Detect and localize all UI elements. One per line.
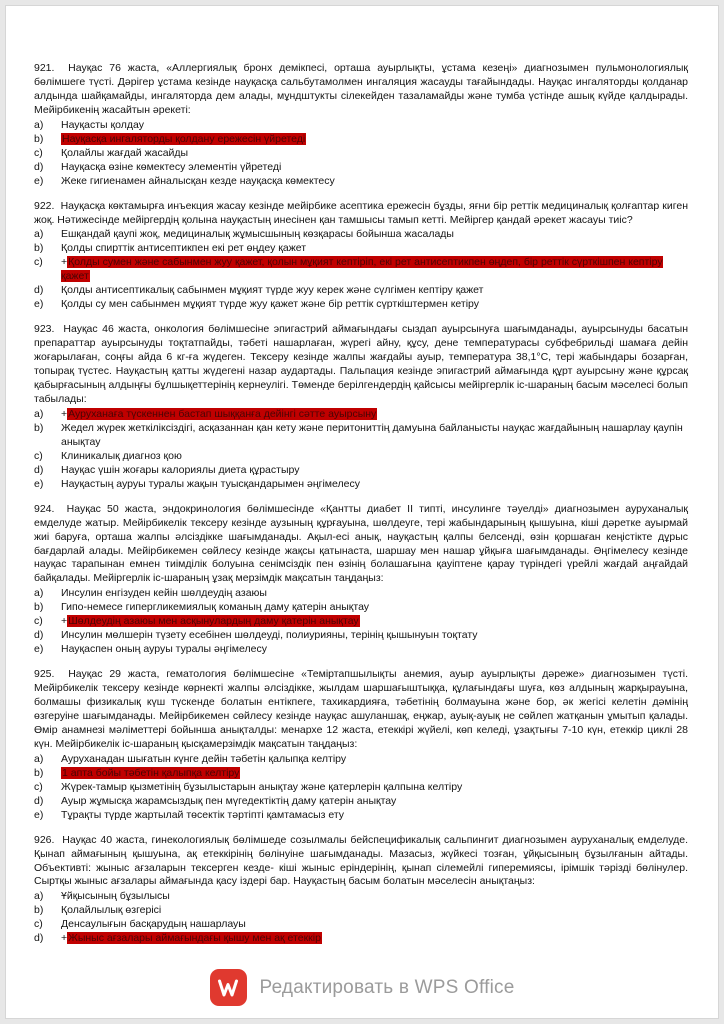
- option-answer-text: Науқастың ауруы туралы жақын туысқандарымен әңгімелесу: [61, 477, 360, 490]
- option-answer-text: Гипо-немесе гипергликемиялық команың даму қатерін анықтау: [61, 601, 370, 614]
- option-letter: a): [34, 228, 44, 241]
- option-row: [34, 753, 688, 767]
- option-text: [61, 422, 688, 450]
- option-letter: b): [34, 601, 44, 614]
- option-text: [61, 464, 688, 478]
- option-text: [61, 918, 688, 932]
- question-number: 921.: [34, 62, 55, 74]
- option-answer-text: Клиникалық диагноз қою: [61, 449, 182, 462]
- option-letter: e): [34, 643, 44, 656]
- option-text: [61, 904, 688, 918]
- option-text: [61, 781, 688, 795]
- question-stem-text: Науқас 50 жаста, эндокринология бөлімшесінде «Қантты диабет II типті, инсулинге тәуелді» диагнозымен ауруханалық емделуде жатыр. Мейірбикелік тексеру кезінде аузының құрғауына, шөлдеуге, тері жабындарының қышуына, кіші дәретке ауырмай жиі баруға, орташа жалпы әлсіздікке шағымданады. Ақыл-есі анық, науқастың қалпы белсенді, өзін қоршаған кеңістікте дұрыс бағдарлай алады. Мейірбикемен сөйлесу кезінде жақсы қатынаста, шаршау мен нашар ұйқыға шағымданады. Әңгімелесу кезінде науқас тарапынан емнен тиімділік болуына сенімсіздік пен өзінің болашағына қауіптене қарау түріндегі үрейлі жағдай аңғайдай байқалады. Мейіргерлік іс-шараның ұзақ мерзімдік мақсатын таңдаңыз:: [34, 502, 688, 585]
- option-letter: d): [34, 932, 44, 945]
- option-answer-text: Шөлдеудің азаюы мен асқынулардың даму қатерін анықтау: [68, 615, 359, 628]
- option-letter: a): [34, 407, 44, 420]
- option-row: [34, 890, 688, 904]
- option-text: [61, 629, 688, 643]
- question-stem-text: Науқас 46 жаста, онкология бөлімшесіне эпигастрий аймағындағы сыздап ауырсынуға шағымданады, ауырсынуды басатын препараттар ауырсынуды тоқтатпайды, тәбеті нашарлаған, жүрегі айну, құсу, дене температурасы субфебрильді шамаға дейін жоғарылаған, соңғы айда 6 кг-ға жүдеген. Тексеру кезінде жалпы жағдайы ауыр, температура 38,1°С, тері жабындары бозарған, топырақ түстес. Науқастың қатты жүдегені назар аудартады. Пальпация кезінде эпигастрий аймағында құрт ауырсыну және құрсақ қабырғасының алдыңғы бұлшықеттерінің кернеулігі. Төменде берілгендердің қайсысы мейіргерлік іс-шараның басым мәселесі болып табылады:: [34, 323, 688, 405]
- option-text: [61, 161, 688, 175]
- option-text: [61, 809, 688, 823]
- document-page: [5, 5, 719, 1019]
- question-stem: [34, 62, 688, 118]
- option-answer-text: Қолды сумен және сабынмен жуу қажет, қолын мұқият кептіріп, екі рет антисептикпен өңдеп, бір реттік сүрткішпен кептіру қажет: [61, 256, 663, 283]
- option-answer-text: Ауыр жұмысқа жарамсыздық пен мүгедектіктің даму қатерін анықтау: [61, 794, 397, 807]
- option-letter: a): [34, 118, 44, 131]
- option-text: [61, 256, 688, 284]
- option-text: [61, 147, 688, 161]
- option-row: [34, 228, 688, 242]
- correct-answer-marker: +: [61, 256, 68, 269]
- option-row: [34, 147, 688, 161]
- question-number: 926.: [34, 833, 55, 846]
- option-row: [34, 478, 688, 492]
- option-letter: b): [34, 421, 44, 434]
- options-list: [34, 890, 688, 946]
- question-stem-text: Науқас 29 жаста, гематология бөлімшесіне «Теміртапшылықты анемия, ауыр ауырлықты дәреже» диагнозымен түсті. Мейірбикелік тексеру кезінде көрнекті жалпы әлсіздікке, жылдам шаршағыштыққа, құлағындағы шуға, көз алдының жарқырауына, болмашы физикалық күш түскенде болатын ентікпеге, тахикардияға, тәбетінің болмауына және бор, әк жегісі келетін дәмінің өзгеруіне шағымданады. Мейірбикемен сөйлесу кезінде науқас ашуланшақ, еңжар, ауық-ауық не сөйлеп жатқанын ұмытып қалады. Өмір анамнезі мәліметтері бойынша анықталды: менархе 12 жаста, етеккірі жүйелі, көп келеді, ұзақтығы 7-10 күн, етеккір циклі 28 күн. Мейірбикелік іс-шараның қысқамерзімдік мақсатын таңдаңыз:: [34, 668, 689, 750]
- question-number: 923.: [34, 323, 55, 336]
- options-list: [34, 753, 688, 823]
- option-text: [61, 408, 688, 422]
- option-row: [34, 781, 688, 795]
- option-answer-text: Науқасқа ингаляторды қолдану ережесін үйретеді: [62, 132, 306, 145]
- option-answer-text: Қолды антисептикалық сабынмен мұқият түрде жуу керек және сүлгімен кептіру қажет: [61, 284, 484, 297]
- option-letter: a): [34, 752, 44, 765]
- option-row: [34, 767, 688, 781]
- question-stem-text: Науқас 76 жаста, «Аллергиялық бронх демікпесі, орташа ауырлықты, ұстама кезеңі» диагнозымен пульмонологиялық бөлімшеге түсті. Дәрігер ұстама кезінде науқасқа сальбутамолмен ингаляция жасауды тағайындады. Науқас ингаляторды қолданар алдында шайқамайды, ингаляторда дем алады, мұндштукты сілекейден тазаламайды және тумба үстінде ашық күйде қалдырады. Мейірбикенің жасайтын әрекеті:: [34, 62, 688, 116]
- option-row: [34, 256, 688, 284]
- option-row: [34, 615, 688, 629]
- option-answer-text: Жүрек-тамыр қызметінің бұзылыстарын анықтау және қатерлерін қалпына келтіру: [61, 780, 463, 793]
- option-answer-text: Қолайлылық өзгерісі: [61, 904, 162, 917]
- question-stem: [34, 323, 688, 407]
- option-letter: e): [34, 477, 44, 490]
- option-text: [61, 478, 688, 492]
- question-stem: [34, 834, 688, 890]
- option-row: [34, 161, 688, 175]
- option-letter: e): [34, 174, 44, 187]
- option-row: [34, 464, 688, 478]
- questions-list: [6, 6, 718, 946]
- options-list: [34, 119, 688, 189]
- option-answer-text: Науқаспен оның ауруы туралы әңгімелесу: [61, 643, 267, 656]
- correct-answer-marker: +: [61, 615, 68, 628]
- wps-edit-label: Редактировать в WPS Office: [259, 976, 515, 998]
- option-answer-text: Ешқандай қаупі жоқ, медициналық жұмысшының көзқарасы бойынша жасалады: [61, 228, 454, 241]
- option-row: [34, 175, 688, 189]
- option-text: [61, 615, 688, 629]
- option-text: [61, 795, 688, 809]
- correct-answer-marker: +: [61, 932, 68, 945]
- option-text: [61, 450, 688, 464]
- question-stem: [34, 503, 688, 587]
- option-letter: d): [34, 284, 44, 297]
- option-text: [61, 587, 688, 601]
- option-row: [34, 284, 688, 298]
- option-row: [34, 422, 688, 450]
- question-number: 925.: [34, 668, 55, 681]
- options-list: [34, 228, 688, 312]
- option-row: [34, 643, 688, 657]
- option-row: [34, 795, 688, 809]
- option-letter: d): [34, 463, 44, 476]
- options-list: [34, 587, 688, 657]
- option-row: [34, 918, 688, 932]
- question-number: 922.: [34, 199, 55, 212]
- option-answer-text: Инсулин мөлшерін түзету есебінен шөлдеуді, полиурияны, терінің қышынуын тоқтату: [61, 629, 478, 642]
- option-text: [61, 284, 688, 298]
- option-row: [34, 629, 688, 643]
- option-letter: c): [34, 918, 43, 931]
- option-text: [61, 298, 688, 312]
- option-answer-text: Жеке гигиенамен айналысқан кезде науқасқа көмектесу: [61, 174, 335, 187]
- option-letter: b): [34, 242, 44, 255]
- option-text: [61, 890, 688, 904]
- option-answer-text: Денсаулығын басқарудың нашарлауы: [61, 918, 246, 931]
- option-letter: d): [34, 629, 44, 642]
- question-stem: [34, 200, 688, 228]
- option-answer-text: Қолды спирттік антисептикпен екі рет өңдеу қажет: [61, 242, 307, 255]
- option-letter: e): [34, 298, 44, 311]
- option-answer-text: Қолайлы жағдай жасайды: [61, 146, 189, 159]
- option-answer-text: Жедел жүрек жеткіліксіздігі, асқазаннан қан кету және перитониттің дамуына байланысты науқас жағдайының нашарлау қаупін анықтау: [61, 421, 683, 448]
- options-list: [34, 408, 688, 492]
- option-text: [61, 932, 688, 946]
- option-answer-text: Науқас үшін жоғары калориялы диета құрастыру: [61, 463, 300, 476]
- question-block: [34, 834, 688, 947]
- question-stem-text: Науқасқа көктамырға инъекция жасау кезінде мейірбике асептика ережесін бұзды, яғни бір реттік медициналық қолғаптар киген жоқ. Нәтижесінде мейіргердің қолына науқастың инесінен қан тамшысы тамып кетті. Мейіргер қандай әрекет жасауы тиіс?: [34, 199, 688, 226]
- question-block: [34, 62, 688, 189]
- question-block: [34, 668, 688, 822]
- option-text: [61, 643, 688, 657]
- option-text: [61, 228, 688, 242]
- option-answer-text: Ауруханадан шығатын күнге дейін тәбетін қалыпқа келтіру: [61, 752, 347, 765]
- option-answer-text: Қолды су мен сабынмен мұқият түрде жуу қажет және бір реттік сүрткіштермен кетіру: [61, 298, 480, 311]
- option-letter: a): [34, 587, 44, 600]
- option-letter: d): [34, 794, 44, 807]
- question-block: [34, 200, 688, 313]
- option-answer-text: Жыныс ағзалары аймағындағы қышу мен ақ етеккір: [68, 932, 321, 945]
- option-row: [34, 242, 688, 256]
- option-row: [34, 904, 688, 918]
- option-row: [34, 601, 688, 615]
- option-answer-text: Науқасқа өзіне көмектесу элементін үйретеді: [61, 160, 282, 173]
- option-text: [61, 133, 688, 147]
- option-answer-text: Ауруханаға түскеннен бастап шыққанға дейінгі сәтте ауырсыну: [68, 407, 377, 420]
- question-block: [34, 323, 688, 491]
- wps-edit-button[interactable]: [6, 969, 718, 1006]
- option-letter: c): [34, 146, 43, 159]
- option-row: [34, 408, 688, 422]
- option-letter: b): [34, 766, 44, 779]
- option-answer-text: Тұрақты түрде жартылай төсектік тәртіпті қамтамасыз ету: [61, 808, 345, 821]
- question-stem-text: Науқас 40 жаста, гинекологиялық бөлімшеде созылмалы бейспецификалық сальпингит диагнозымен ауруханалық емделуде. Қынап аймағының қышуына, ақ етеккірінің бөлінуіне шағымданады. Мазасыз, жүйкесі тозған, ұйқысының бұзылғанын айтады. Объективті: жыныс ағзаларын тексерген кезде- кіші жыныс еріндерінің, қынап сілемейлі гиперемиясы, ірімшік тәрізді бөлінулер. Сыртқы жыныс ағзалары аймағында қасу іздері бар. Науқастың басым болатын мәселесін анықтаңыз:: [34, 833, 688, 888]
- option-text: [61, 242, 688, 256]
- option-letter: c): [34, 449, 43, 462]
- option-text: [61, 767, 688, 781]
- option-row: [34, 298, 688, 312]
- option-row: [34, 119, 688, 133]
- option-letter: a): [34, 890, 44, 903]
- option-letter: b): [34, 132, 44, 145]
- option-letter: d): [34, 160, 44, 173]
- option-row: [34, 133, 688, 147]
- question-stem: [34, 668, 688, 752]
- option-answer-text: 1 апта бойы тәбетін қалыпқа келтіру: [62, 766, 240, 779]
- option-letter: c): [34, 256, 43, 269]
- option-answer-text: Ұйқысының бұзылысы: [61, 890, 170, 903]
- correct-answer-marker: +: [61, 407, 68, 420]
- option-answer-text: Инсулин енгізуден кейін шөлдеудің азаюы: [61, 587, 267, 600]
- option-row: [34, 809, 688, 823]
- option-text: [61, 119, 688, 133]
- question-number: 924.: [34, 502, 55, 515]
- option-text: [61, 601, 688, 615]
- option-letter: c): [34, 780, 43, 793]
- option-row: [34, 587, 688, 601]
- option-letter: c): [34, 615, 43, 628]
- wps-logo-icon: [210, 969, 247, 1006]
- option-text: [61, 753, 688, 767]
- option-answer-text: Науқасты қолдау: [61, 118, 144, 131]
- option-letter: e): [34, 808, 44, 821]
- option-text: [61, 175, 688, 189]
- option-row: [34, 450, 688, 464]
- option-row: [34, 932, 688, 946]
- option-letter: b): [34, 904, 44, 917]
- question-block: [34, 503, 688, 657]
